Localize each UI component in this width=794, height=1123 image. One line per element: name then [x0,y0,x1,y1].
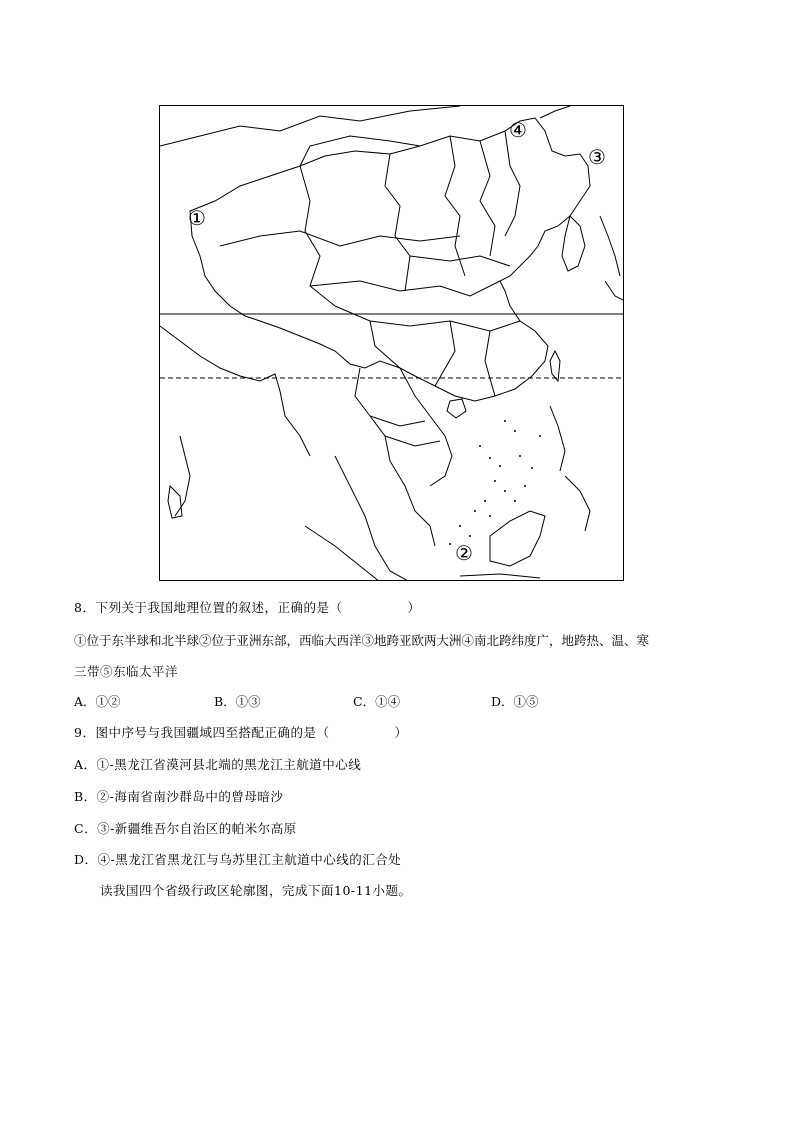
question-8-option-d: D．①⑤ [491,694,539,709]
intro-10-11: 读我国四个省级行政区轮廓图，完成下面10-11小题。 [100,883,412,898]
marker-4: ④ [509,118,527,142]
question-8-statement-line2: 三带⑤东临太平洋 [74,664,179,679]
question-8-statement-line1: ①位于东半球和北半球②位于亚洲东部，西临大西洋③地跨亚欧两大洲④南北跨纬度广，地跨热、温、寒 [74,633,650,648]
question-9-option-a: A．①-黑龙江省漠河县北端的黑龙江主航道中心线 [74,757,362,772]
map-outline-graphic [160,106,624,581]
marker-1: ① [188,206,206,230]
question-8-option-b: B．①③ [214,694,261,709]
question-8-stem: 8．下列关于我国地理位置的叙述，正确的是（ ） [74,600,421,615]
question-8-option-a: A．①② [74,694,121,709]
marker-3: ③ [588,145,606,169]
question-9-option-b: B．②-海南省南沙群岛中的曾母暗沙 [74,789,284,804]
question-9-option-c: C．③-新疆维吾尔自治区的帕米尔高原 [74,821,297,836]
question-8-option-c: C．①④ [353,694,401,709]
asia-map [159,105,624,581]
question-9-stem: 9．图中序号与我国疆域四至搭配正确的是（ ） [74,725,408,740]
marker-2: ② [455,541,473,565]
question-9-option-d: D．④-黑龙江省黑龙江与乌苏里江主航道中心线的汇合处 [74,852,402,867]
